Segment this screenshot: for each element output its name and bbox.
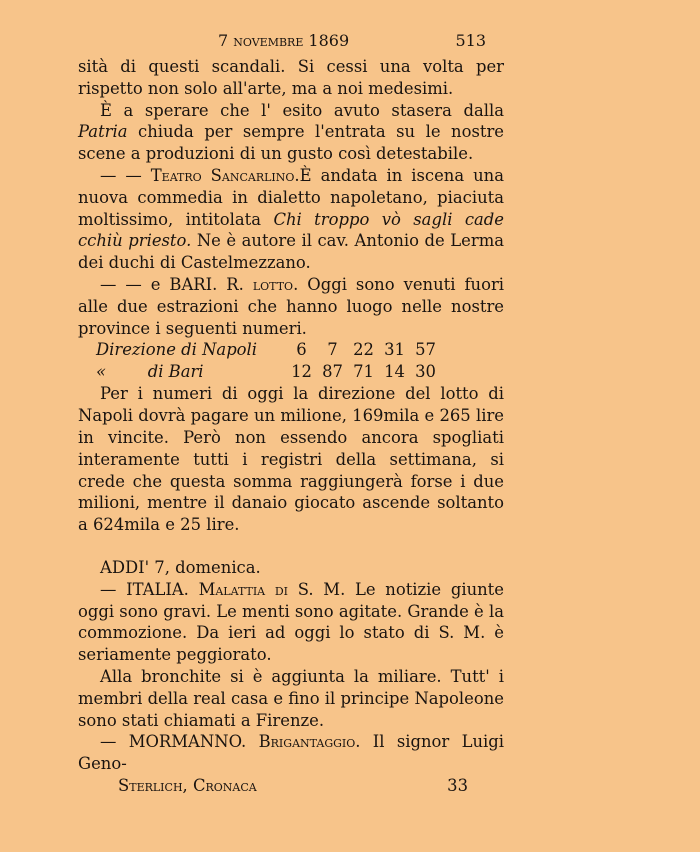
signature-footer	[78, 775, 504, 797]
lotto-number: 71	[353, 362, 374, 382]
paragraph-mormanno: — MORMANNO. Brigantaggio. Il signor Luigi Geno-	[78, 732, 504, 774]
lotto-number: 7	[327, 340, 338, 360]
footer-signature: Sterlich, Cronaca	[118, 775, 257, 795]
header-date: 7 novembre 1869	[218, 31, 350, 50]
date-entry: ADDI' 7, domenica.	[100, 557, 261, 577]
lotto-row-napoli: Direzione di Napoli 6 7 22 31 57	[78, 339, 504, 361]
page-number: 513	[455, 31, 486, 50]
lotto-number: 6	[296, 340, 307, 360]
paragraph-teatro: — — Teatro Sancarlino.È andata in iscena una nuova commedia in dialetto napoletano, piaciuta moltissimo, intitolata Chi troppo vò sagli cade cchiù priesto. Ne è autore il cav. Antonio de Lerma dei duchi di Castelmezzano.	[78, 165, 505, 273]
sheet-number: 33	[447, 775, 468, 795]
lotto-number: 30	[415, 362, 436, 382]
spacer	[78, 536, 504, 557]
paragraph-vincite: Per i numeri di oggi la direzione del lotto di Napoli dovrà pagare un milione, 169mila e 265 lire in vincite. Però non essendo ancora spogliati interamente tutti i registri della settimana, si crede che questa somma raggiungerà forse i due milioni, mentre il danaio giocato ascende soltanto a 624mila e 25 lire.	[78, 384, 504, 535]
document-page	[78, 30, 504, 797]
lotto-number: 22	[353, 340, 374, 360]
paragraph-bari-lotto: — — e BARI. R. lotto. Oggi sono venuti fuori alle due estrazioni che hanno luogo nelle nostre province i seguenti numeri.	[78, 274, 505, 338]
lotto-number: 14	[384, 362, 405, 382]
lotto-number: 12	[291, 362, 312, 382]
lotto-number: 87	[322, 362, 343, 382]
paragraph-bronchite: Alla bronchite si è aggiunta la miliare. Tutt' i membri della real casa e fino il principe Napoleone sono stati chiamati a Firenze.	[78, 666, 504, 730]
lotto-number: 57	[415, 340, 436, 360]
paragraph-1: sità di questi scandali. Si cessi una volta per rispetto non solo all'arte, ma a noi medesimi.	[78, 57, 504, 98]
lotto-row-bari: « di Bari 12 87 71 14 30	[78, 361, 504, 383]
paragraph-italia: — ITALIA. Malattia di S. M. Le notizie giunte oggi sono gravi. Le menti sono agitate. Grande è la commozione. Da ieri ad oggi lo stato di S. M. è seriamente peggiorato.	[78, 579, 504, 665]
lotto-number: 31	[384, 340, 405, 360]
paragraph-2: È a sperare che l' esito avuto stasera dalla Patria chiuda per sempre l'entrata su le nostre scene a produzioni di un gusto così detestabile.	[78, 100, 504, 164]
running-header	[78, 30, 504, 56]
